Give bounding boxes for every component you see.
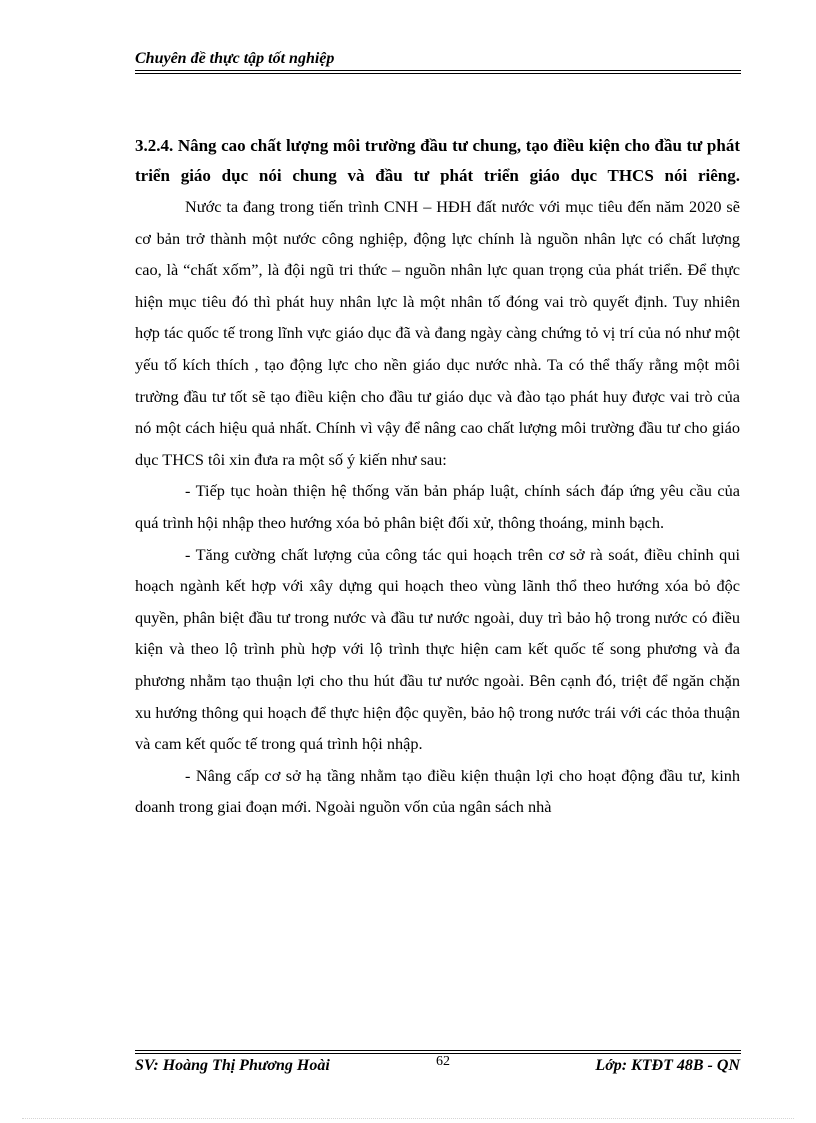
footer-class-code: Lớp: KTĐT 48B - QN (595, 1057, 740, 1074)
paragraph-legal-framework: - Tiếp tục hoàn thiện hệ thống văn bản pháp luật, chính sách đáp ứng yêu cầu của quá trình hội nhập theo hướng xóa bỏ phân biệt đối xử, thông thoáng, minh bạch. (135, 481, 740, 532)
footer-student-name: SV: Hoàng Thị Phương Hoài (135, 1057, 330, 1074)
paragraph-intro: Nước ta đang trong tiến trình CNH – HĐH đất nước với mục tiêu đến năm 2020 sẽ cơ bản trở thành một nước công nghiệp, động lực chính là nguồn nhân lực có chất lượng cao, là “chất xốm”, là đội ngũ tri thức – nguồn nhân lực quan trọng của phát triển. Để thực hiện mục tiêu đó thì phát huy nhân lực là một nhân tố đóng vai trò quyết định. Tuy nhiên hợp tác quốc tế trong lĩnh vực giáo dục đã và đang ngày càng chứng tỏ vị trí của nó như một yếu tố kích thích , tạo động lực cho nền giáo dục nước nhà. Ta có thể thấy rằng một môi trường đầu tư tốt sẽ tạo điều kiện cho đầu tư giáo dục và đào tạo phát huy được vai trò của nó một cách hiệu quả nhất. Chính vì vậy để nâng cao chất lượng môi trường đầu tư cho giáo dục THCS tôi xin đưa ra một số ý kiến như sau: (135, 197, 740, 469)
document-header-title: Chuyên đề thực tập tốt nghiệp (135, 50, 335, 67)
section-heading: 3.2.4. Nâng cao chất lượng môi trường đầu tư chung, tạo điều kiện cho đầu tư phát triển giáo dục nói chung và đầu tư phát triển giáo dục THCS nói riêng. (135, 136, 740, 185)
paragraph-planning: - Tăng cường chất lượng của công tác qui hoạch trên cơ sở rà soát, điều chỉnh qui hoạch ngành kết hợp với xây dựng qui hoạch theo vùng lãnh thổ theo hướng xóa bỏ độc quyền, phân biệt đầu tư trong nước và đầu tư nước ngoài, duy trì bảo hộ trong nước có điều kiện và theo lộ trình phù hợp với lộ trình thực hiện cam kết quốc tế song phương và đa phương nhằm tạo thuận lợi cho thu hút đầu tư nước ngoài. Bên cạnh đó, triệt để ngăn chặn xu hướng thông qui hoạch để thực hiện độc quyền, bảo hộ trong nước trái với các thỏa thuận và cam kết quốc tế trong quá trình hội nhập. (135, 544, 740, 754)
page-body (135, 131, 740, 823)
header-divider (135, 70, 741, 74)
page-number: 62 (436, 1054, 450, 1069)
paragraph-infrastructure: - Nâng cấp cơ sở hạ tầng nhằm tạo điều kiện thuận lợi cho hoạt động đầu tư, kinh doanh trong giai đoạn mới. Ngoài nguồn vốn của ngân sách nhà (135, 765, 740, 817)
page-bottom-dotted-border (22, 1118, 794, 1119)
